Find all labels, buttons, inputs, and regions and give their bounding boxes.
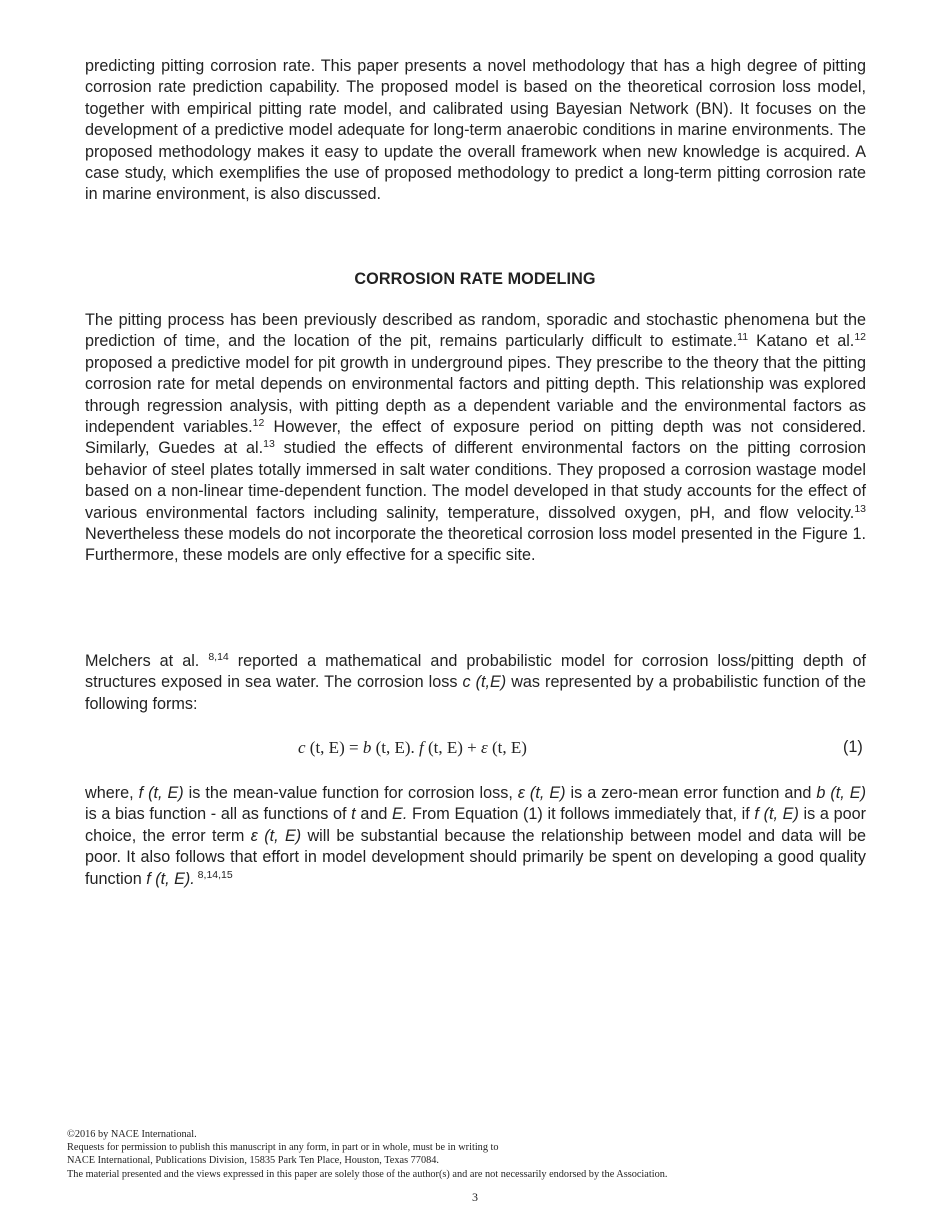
citation-ref: 11 xyxy=(737,331,749,344)
paragraph-melchers-model: Melchers at al. $^{8,14}$ reported a mathematical and probabilistic model for corrosion loss/pitting depth of structures exposed in sea water. The corrosion loss c (t,E) was represented by a probabilistic function of the following forms: xyxy=(85,651,866,713)
section-heading: CORROSION RATE MODELING xyxy=(354,270,596,288)
inline-variable: c (t,E) xyxy=(462,673,507,692)
paragraph-equation-explanation: where, f (t, E) is the mean-value function for corrosion loss, ε (t, E) is a zero-mean error function and b (t, E) is a bias function - all as functions of t and E. From Equation (1) it follows immediately that, if f (t, E) is a poor choice, the error term ε (t, E) will be substantial because the relationship between model and data will be poor. It also follows that effort in model development should primarily be spent on developing a good quality function f (t, E). $^{8,14,15}$ xyxy=(85,784,866,888)
equation-body: c (t, E) = b (t, E). f (t, E) + ε (t, E) xyxy=(298,738,527,757)
footer-line: ©2016 by NACE International. xyxy=(67,1129,197,1140)
footer-line: NACE International, Publications Division, 15835 Park Ten Place, Houston, Texas 77084. xyxy=(67,1155,439,1167)
citation-ref: 12 xyxy=(854,331,866,344)
page-number: 3 xyxy=(472,1190,478,1204)
citation-ref: 13 xyxy=(854,502,866,515)
citation-ref: 8,14 xyxy=(208,651,229,663)
citation-ref: 12 xyxy=(252,417,265,430)
footer-line: The material presented and the views expressed in this paper are solely those of the author(s) and are not necessarily endorsed by the Association. xyxy=(67,1168,668,1180)
footer-line: Requests for permission to publish this manuscript in any form, in part or in whole, must be in writing to xyxy=(67,1142,499,1154)
intro-text: predicting pitting corrosion rate. This paper presents a novel methodology that has a high degree of pitting corrosion rate prediction capability. The proposed model is based on the theoretical corrosion loss model, together with empirical pitting rate model, and calibrated using Bayesian Network (BN). It focuses on the development of a predictive model adequate for long-term anaerobic conditions in marine environments. The proposed methodology makes it easy to update the overall framework when new knowledge is acquired. A case study, which exemplifies the use of proposed methodology to predict a long-term pitting corrosion rate in marine environment, is also discussed. xyxy=(85,57,866,204)
citation-ref: 13 xyxy=(263,438,275,451)
intro-paragraph xyxy=(85,56,866,206)
paragraph-corrosion-models: The pitting process has been previously described as random, sporadic and stochastic phenomena but the prediction of time, and the location of the pit, remains particularly difficult to estimate.$^{11}$ Katano et al.$^{12}$ proposed a predictive model for pit growth in underground pipes. They prescribe to the theory that the pitting corrosion rate for metal depends on environmental factors and pitting depth. This relationship was explored through regression analysis, with pitting depth as a dependent variable and the environmental factors as independent variables.$^{12}$ However, the effect of exposure period on pitting depth was not considered. Similarly, Guedes at al.$^{13}$ studied the effects of different environmental factors on the pitting corrosion behavior of steel plates totally immersed in salt water conditions. They proposed a corrosion wastage model based on a non-linear time-dependent function. The model developed in that study accounts for the effect of various environmental factors including salinity, temperature, dissolved oxygen, pH, and flow velocity.$^{13}$ Nevertheless these models do not incorporate the theoretical corrosion loss model presented in the Figure 1. Furthermore, these models are only effective for a specific site. xyxy=(85,311,866,565)
citation-ref: 8,14,15 xyxy=(194,868,233,881)
copyright-footer xyxy=(67,1128,887,1181)
equation-number: (1) xyxy=(843,738,863,756)
